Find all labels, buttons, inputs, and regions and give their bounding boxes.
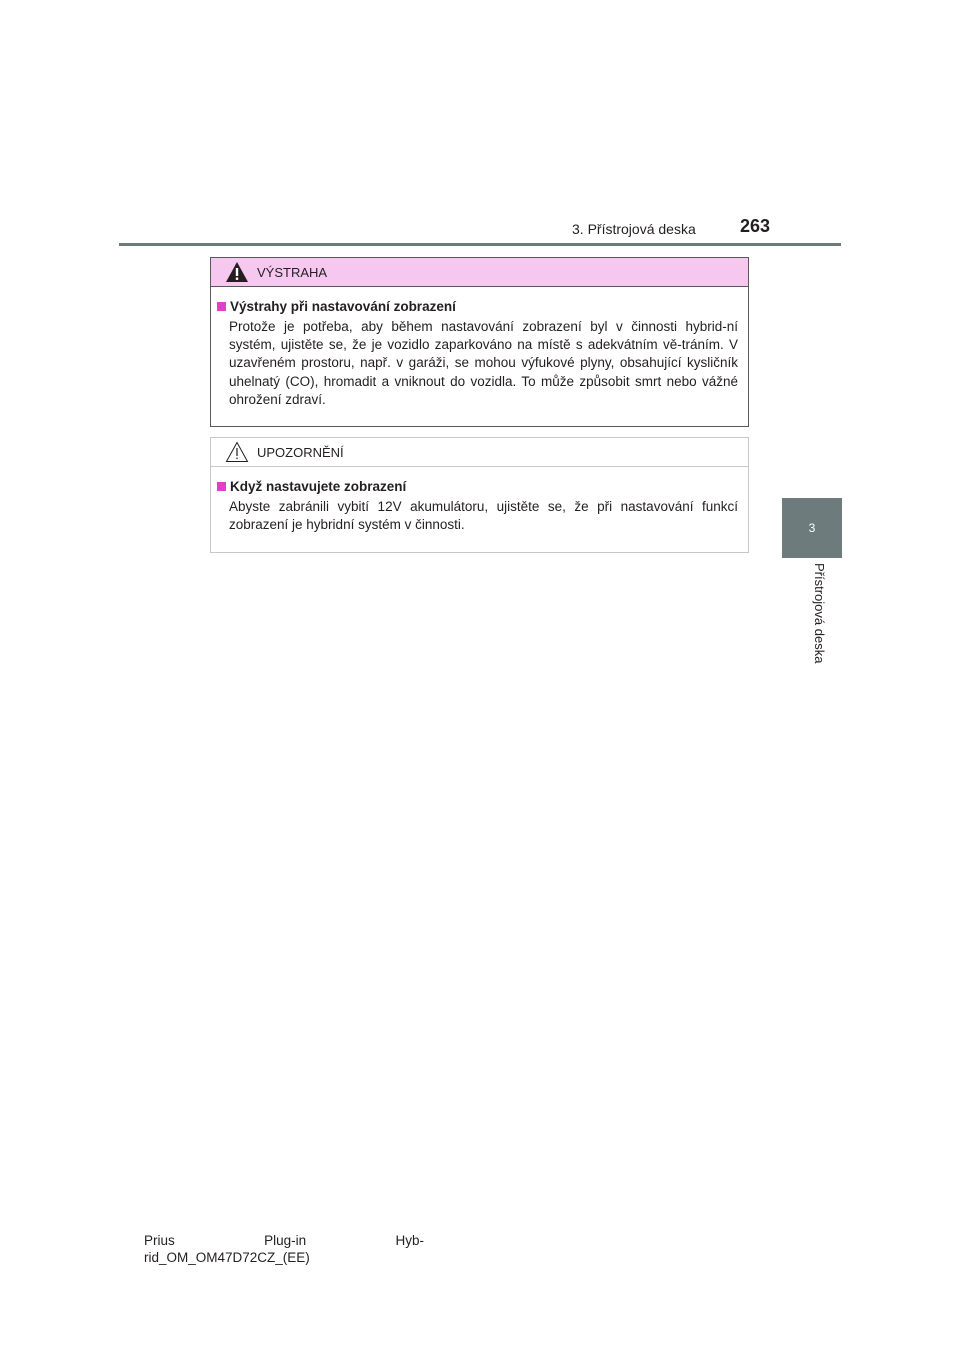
caution-triangle-icon: [225, 441, 249, 463]
footer-line-1: [144, 1232, 424, 1249]
page-number: 263: [740, 216, 771, 236]
square-bullet-icon: [217, 482, 226, 491]
square-bullet-icon: [217, 302, 226, 311]
caution-header: [211, 438, 748, 467]
caution-title: UPOZORNĚNÍ: [257, 444, 344, 460]
warning-header: [211, 258, 748, 287]
warning-subheading: [217, 299, 738, 314]
caution-subheading-text: Když nastavujete zobrazení: [230, 479, 407, 494]
caution-box: [210, 437, 749, 553]
warning-subheading-text: Výstrahy při nastavování zobrazení: [230, 299, 456, 314]
chapter-tab-number: 3: [808, 521, 816, 535]
footer-word-3: Hyb-: [395, 1233, 424, 1248]
footer-word-2: Plug-in: [264, 1233, 307, 1248]
warning-box: [210, 257, 749, 427]
caution-body: [211, 467, 748, 534]
header-divider: [119, 243, 841, 246]
header-section-title: 3. Přístrojová deska: [572, 221, 696, 237]
warning-triangle-icon: [225, 261, 249, 283]
chapter-tab: [782, 498, 842, 558]
footer-line-2: rid_OM_OM47D72CZ_(EE): [144, 1250, 310, 1265]
caution-subheading: [217, 479, 738, 494]
footer-word-1: Prius: [144, 1233, 175, 1248]
warning-body: [211, 287, 748, 409]
warning-title: VÝSTRAHA: [257, 264, 328, 280]
footer-document-id: [144, 1232, 424, 1266]
chapter-tab-label: Přístrojová deska: [812, 563, 827, 664]
caution-text: Abyste zabránili vybití 12V akumulátoru, ujistěte se, že při nastavování funkcí zobrazení je hybridní systém v činnosti.: [229, 499, 738, 533]
warning-text: Protože je potřeba, aby během nastavování zobrazení byl v činnosti hybrid-ní systém, ujistěte se, že je vozidlo zaparkováno na místě s adekvátním vě-tráním. V uzavřeném prostoru, např. v garáži, se mohou výfukové plyny, obsahující kysličník uhelnatý (CO), hromadit a vniknout do vozidla. To může způsobit smrt nebo vážné ohrožení zdraví.: [229, 319, 738, 407]
